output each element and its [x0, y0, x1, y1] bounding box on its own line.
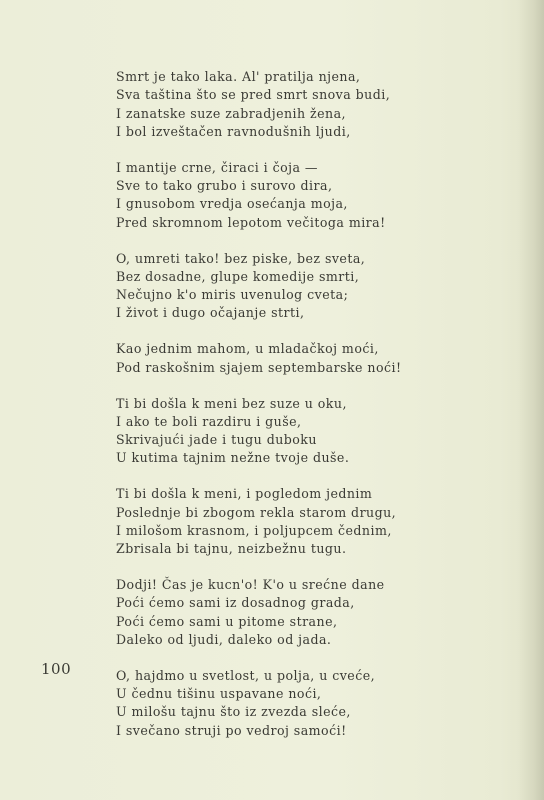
- poem-line: Kao jednim mahom, u mladačkoj moći,: [116, 341, 379, 357]
- poem-line: I bol izveštačen ravnodušnih ljudi,: [116, 123, 351, 139]
- poem-line: Smrt je tako laka. Al' pratilja njena,: [116, 69, 361, 84]
- poem-line: O, umreti tako! bez piske, bez sveta,: [116, 250, 366, 266]
- poem-line: I milošom krasnom, i poljupcem čednim,: [116, 522, 392, 538]
- stanza-8: [116, 667, 416, 740]
- poem-line: Poslednje bi zbogom rekla starom drugu,: [116, 504, 397, 520]
- poem-line: I ako te boli razdiru i guše,: [116, 413, 302, 429]
- stanza-7: [116, 576, 416, 649]
- page-gutter-shadow: [518, 0, 544, 800]
- poem-line: O, hajdmo u svetlost, u polja, u cveće,: [116, 667, 376, 683]
- poem-line: Skrivajući jade i tugu duboku: [116, 432, 317, 448]
- poem-line: Zbrisala bi tajnu, neizbežnu tugu.: [116, 541, 347, 557]
- stanza-2: [116, 159, 416, 232]
- page-number: 100: [41, 660, 72, 678]
- poem-line: Nečujno k'o miris uvenulog cveta;: [116, 287, 349, 303]
- poem-line: Poći ćemo sami u pitome strane,: [116, 613, 338, 629]
- poem-line: Daleko od ljudi, daleko od jada.: [116, 631, 332, 647]
- poem-line: Ti bi došla k meni, i pogledom jednim: [116, 486, 373, 502]
- poem-line: U milošu tajnu što iz zvezda sleće,: [116, 704, 351, 720]
- poem-line: Pred skromnom lepotom večitoga mira!: [116, 214, 386, 230]
- poem-line: U kutima tajnim nežne tvoje duše.: [116, 450, 350, 466]
- poem-line: Sva taština što se pred smrt snova budi,: [116, 87, 391, 103]
- poem-line: I zanatske suze zabradjenih žena,: [116, 105, 346, 121]
- poem-line: Poći ćemo sami iz dosadnog grada,: [116, 595, 355, 611]
- poem-line: Bez dosadne, glupe komedije smrti,: [116, 268, 360, 284]
- poem-line: I svečano struji po vedroj samoći!: [116, 722, 347, 738]
- stanza-6: [116, 485, 416, 558]
- stanza-5: [116, 395, 416, 468]
- poem-line: I život i dugo očajanje strti,: [116, 305, 305, 321]
- poem-line: I mantije crne, čiraci i čoja —: [116, 159, 318, 175]
- poem-line: I gnusobom vredja osećanja moja,: [116, 196, 348, 212]
- stanza-3: [116, 250, 416, 323]
- poem-line: U čednu tišinu uspavane noći,: [116, 686, 322, 702]
- poem-line: Pod raskošnim sjajem septembarske noći!: [116, 359, 402, 375]
- poem-line: Ti bi došla k meni bez suze u oku,: [116, 395, 347, 411]
- poem-line: Sve to tako grubo i surovo dira,: [116, 178, 333, 194]
- poem-body: [116, 68, 416, 758]
- stanza-1: [116, 68, 416, 141]
- poem-line: Dodji! Čas je kucn'o! K'o u srećne dane: [116, 577, 385, 593]
- stanza-4: [116, 340, 416, 377]
